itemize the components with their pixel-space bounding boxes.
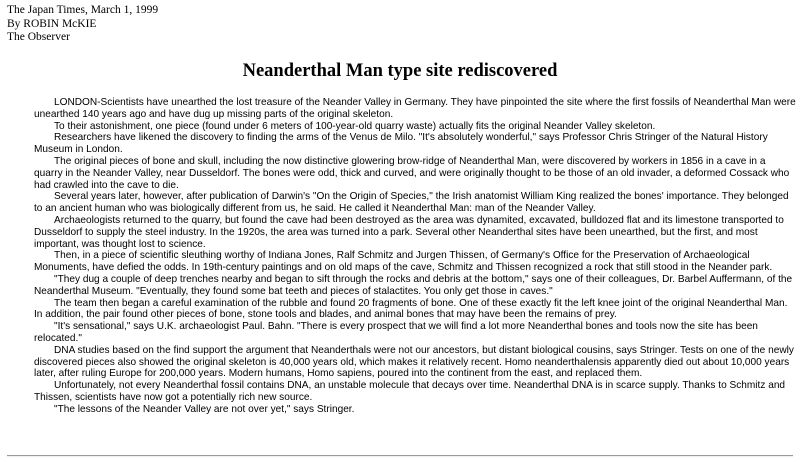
- article-paragraph: The original pieces of bone and skull, including the now distinctive glowering brow-ridge of Neanderthal Man, were discovered by workers in 1856 in a cave in a quarry in the Neander Valley, near Dusseldorf. The bones were odd, thick and curved, and were originally thought to be those of an old invader, a deformed Cossack who had crawled into the cave to die.: [34, 155, 790, 191]
- article-paragraph: Researchers have likened the discovery to finding the arms of the Venus de Milo. "It's absolutely wonderful," says Professor Chris Stringer of the Natural History Museum in London.: [34, 132, 768, 156]
- article-paragraph: Archaeologists returned to the quarry, but found the cave had been destroyed as the area was dynamited, excavated, bulldozed flat and its limestone transported to Dusseldorf to supply the steel industry. In the 1920s, the area was turned into a park. Several other Neanderthal sites have been unearthed, but the first, and most important, was thought lost to science.: [34, 214, 784, 250]
- article-paragraph: "They dug a couple of deep trenches nearby and began to sift through the rocks and debris at the bottom," says one of their colleagues, Dr. Barbel Auffermann, of the Neanderthal Museum. "Eventually, they found some bat teeth and pieces of stalactites. You only get those in caves.": [34, 273, 793, 297]
- source-line: The Observer: [7, 31, 70, 43]
- horizontal-rule: [7, 455, 793, 457]
- byline: [7, 4, 158, 45]
- article-headline: Neanderthal Man type site rediscovered: [242, 61, 558, 81]
- article-body: [34, 97, 796, 416]
- article-paragraph: Unfortunately, not every Neanderthal fossil contains DNA, an unstable molecule that decays over time. Neanderthal DNA is in scarce supply. Thanks to Schmitz and Thissen, scientists have now got a potentially rich new source.: [34, 380, 786, 403]
- publication-line: The Japan Times, March 1, 1999: [7, 4, 159, 16]
- article-paragraph: The team then began a careful examination of the rubble and found 20 fragments of bone. One of these exactly fit the left knee joint of the original Neanderthal Man. In addition, the pair found other pieces of bone, stone tools and blades, and animal bones that may have been the remains of prey.: [34, 297, 788, 321]
- article-paragraph: To their astonishment, one piece (found under 6 meters of 100-year-old quarry waste) actually fits the original Neander Valley skeleton.: [54, 120, 656, 132]
- article-paragraph: "The lessons of the Neander Valley are not over yet," says Stringer.: [54, 403, 355, 415]
- article-paragraph: LONDON-Scientists have unearthed the lost treasure of the Neander Valley in Germany. They have pinpointed the site where the first fossils of Neanderthal Man were unearthed 140 years ago and have dug up missing parts of the original skeleton.: [34, 97, 796, 120]
- article-paragraph: "It's sensational," says U.K. archaeologist Paul. Bahn. "There is every prospect that we will find a lot more Neanderthal bones and tools now the site has been relocated.": [34, 321, 758, 344]
- article-paragraph: DNA studies based on the find support the argument that Neanderthals were not our ancestors, but distant biological cousins, says Stringer. Tests on one of the newly discovered pieces also showed the original skeleton is 40,000 years old, which makes it relatively recent. Homo neanderthalensis apparently died out about 10,000 years later, after ruling Europe for 200,000 years. Modern humans, Homo sapiens, poured into the continent from the east, and replaced them.: [34, 344, 794, 380]
- author-line: By ROBIN McKIE: [7, 17, 97, 30]
- article-paragraph: Then, in a piece of scientific sleuthing worthy of Indiana Jones, Ralf Schmitz and Jurgen Thissen, of Germany's Office for the Preservation of Archaeological Monuments, have defied the odds. In 19th-century paintings and on old maps of the cave, Schmitz and Thissen recognized a rock that still stood in the Neander park.: [34, 250, 773, 274]
- article-paragraph: Several years later, however, after publication of Darwin's "On the Origin of Species," the Irish anatomist William King realized the bones' importance. They belonged to an ancient human who was biologically different from us, he said. He called it Neanderthal Man: man of the Neander Valley.: [34, 191, 789, 215]
